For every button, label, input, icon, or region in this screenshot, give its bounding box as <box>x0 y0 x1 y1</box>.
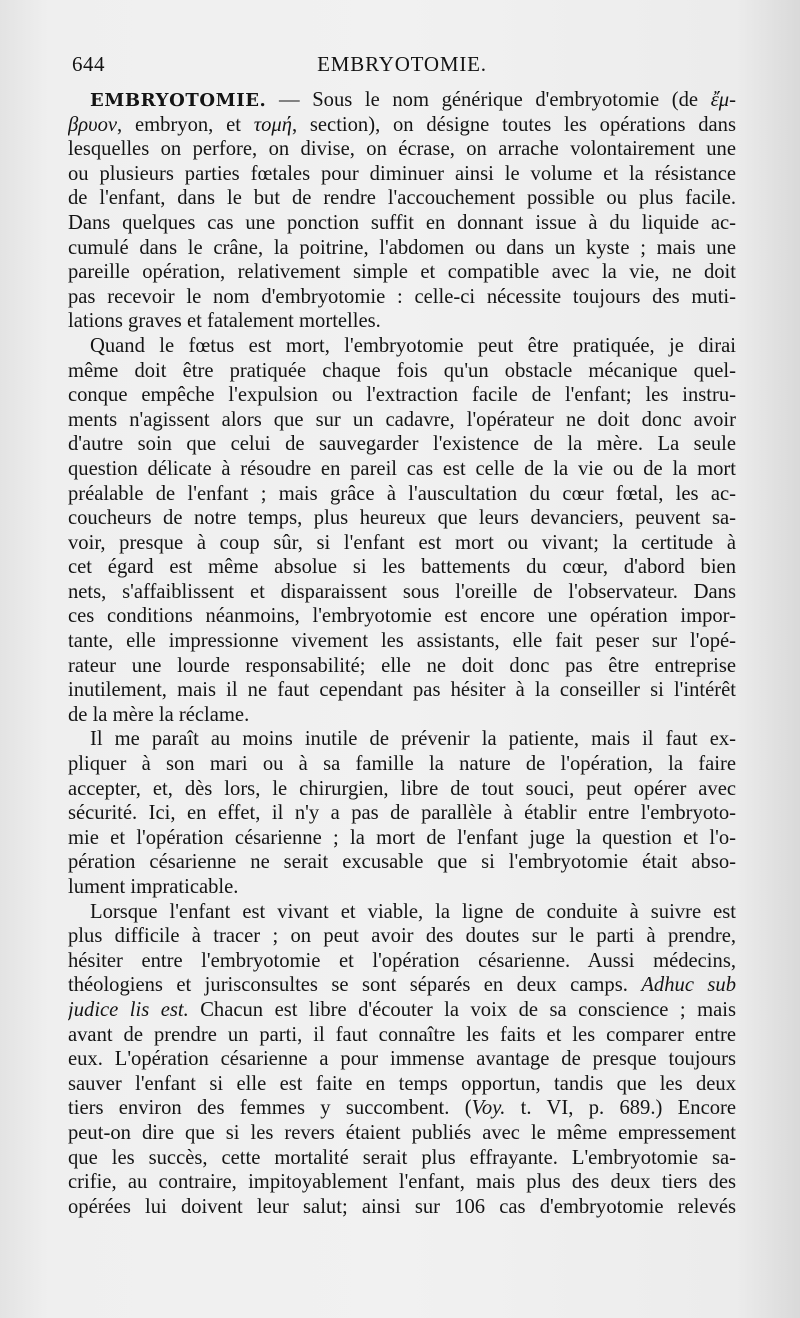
text-line: Il me paraît au moins inutile de prévenir la patiente, mais il faut ex- <box>90 728 736 751</box>
text-line: même doit être pratiquée chaque fois qu'un obstacle mécanique quel- <box>68 359 736 382</box>
paragraph <box>68 900 736 1220</box>
text-run: théologiens et jurisconsultes se sont séparés en deux camps. <box>68 974 642 997</box>
text-run: tiers environ des femmes y succombent. ( <box>68 1097 472 1120</box>
paragraph <box>68 88 736 334</box>
text-line: pas recevoir le nom d'embryotomie : celle-ci nécessite toujours des muti- <box>68 285 736 308</box>
text-run: , section), on désigne toutes les opérations dans <box>291 113 736 136</box>
text-line: pliquer à son mari ou à sa famille la nature de l'opération, la faire <box>68 753 736 776</box>
text-line <box>68 1096 736 1121</box>
text-line: que les succès, cette mortalité serait plus effrayante. L'embryotomie sa- <box>68 1146 736 1169</box>
text-line: d'autre soin que celui de sauvegarder l'existence de la mère. La seule <box>68 433 736 456</box>
page-header <box>68 52 736 82</box>
styled-text: βρυον <box>68 113 118 136</box>
text-run: , embryon, et <box>117 113 254 136</box>
text-line: rateur une lourde responsabilité; elle ne doit donc pas être entreprise <box>68 654 736 677</box>
text-line: ou plusieurs parties fœtales pour diminuer ainsi le volume et la résistance <box>68 162 736 185</box>
text-line: mie et l'opération césarienne ; la mort de l'enfant juge la question et l'o- <box>68 826 736 849</box>
text-line: sauver l'enfant si elle est faite en temps opportun, tandis que les deux <box>68 1072 736 1095</box>
text-line: voir, presque à coup sûr, si l'enfant est mort ou vivant; la certitude à <box>68 531 736 554</box>
text-line: conque empêche l'expulsion ou l'extraction facile de l'enfant; les instru- <box>68 384 736 407</box>
text-line: lument impraticable. <box>68 876 239 898</box>
text-line: de l'enfant, dans le but de rendre l'accouchement possible ou plus facile. <box>68 187 736 210</box>
text-line: peut-on dire que si les revers étaient publiés avec le même empressement <box>68 1121 736 1144</box>
text-line <box>68 113 736 138</box>
paragraph <box>68 334 736 728</box>
text-line: ces conditions néanmoins, l'embryotomie est encore une opération impor- <box>68 605 736 628</box>
styled-text: ἔμ- <box>710 89 736 111</box>
text-line: plus difficile à tracer ; on peut avoir des doutes sur le parti à prendre, <box>68 925 736 948</box>
text-run: t. VI, p. 689.) Encore <box>505 1097 736 1120</box>
text-line: cet égard est même absolue si les battements du cœur, d'abord bien <box>68 556 736 579</box>
text-line: nets, s'affaiblissent et disparaissent sous l'oreille de l'observateur. Dans <box>68 580 736 603</box>
text-line <box>68 998 736 1023</box>
text-line: inutilement, mais il ne faut cependant pas hésiter à la conseiller si l'intérêt <box>68 679 736 702</box>
styled-text: Adhuc sub <box>641 974 736 997</box>
page-number: 644 <box>72 52 105 76</box>
text-line: ments n'agissent alors que sur un cadavre, l'opérateur ne doit donc avoir <box>68 408 736 431</box>
styled-text: Voy. <box>471 1097 506 1120</box>
text-run: Chacun est libre d'écouter la voix de sa conscience ; mais <box>188 998 736 1021</box>
text-line: tante, elle impressionne vivement les assistants, elle fait peser sur l'opé- <box>68 630 736 653</box>
article-body <box>68 88 736 1219</box>
text-line: coucheurs de notre temps, plus heureux que leurs devanciers, peuvent sa- <box>68 507 736 530</box>
text-line: de la mère la réclame. <box>68 703 250 726</box>
text-line: Dans quelques cas une ponction suffit en donnant issue à du liquide ac- <box>68 211 736 234</box>
text-line: lesquelles on perfore, on divise, on écrase, on arrache volontairement une <box>68 138 736 161</box>
text-line: préalable de l'enfant ; mais grâce à l'auscultation du cœur fœtal, les ac- <box>68 482 736 505</box>
text-line: lations graves et fatalement mortelles. <box>68 310 381 333</box>
text-line: Quand le fœtus est mort, l'embryotomie peut être pratiquée, je dirai <box>90 334 736 357</box>
text-line: crifie, au contraire, impitoyablement l'enfant, mais plus des deux tiers des <box>68 1171 736 1194</box>
paragraph <box>68 727 736 899</box>
text-line <box>68 88 736 113</box>
styled-text: judice lis est. <box>68 998 189 1021</box>
text-line: eux. L'opération césarienne a pour immense avantage de presque toujours <box>68 1048 736 1071</box>
styled-text: τομή <box>253 113 292 136</box>
text-line: avant de prendre un parti, il faut connaître les faits et les comparer entre <box>68 1023 736 1046</box>
text-line: question délicate à résoudre en pareil cas est celle de la vie ou de la mort <box>68 457 736 480</box>
text-run: — Sous le nom générique d'embryotomie (de <box>266 89 711 111</box>
text-line: pération césarienne ne serait excusable que si l'embryotomie était abso- <box>68 851 736 874</box>
text-line <box>68 973 736 998</box>
entry-headword: EMBRYOTOMIE. <box>90 90 267 111</box>
text-line: sécurité. Ici, en effet, il n'y a pas de parallèle à établir entre l'embryoto- <box>68 802 736 825</box>
text-line: Lorsque l'enfant est vivant et viable, la ligne de conduite à suivre est <box>90 900 736 923</box>
text-line: opérées lui doivent leur salut; ainsi sur 106 cas d'embryotomie relevés <box>68 1195 736 1218</box>
text-line: hésiter entre l'embryotomie et l'opération césarienne. Aussi médecins, <box>68 949 736 972</box>
text-line: cumulé dans le crâne, la poitrine, l'abdomen ou dans un kyste ; mais une <box>68 236 736 259</box>
running-title: EMBRYOTOMIE. <box>317 52 487 76</box>
text-line: accepter, et, dès lors, le chirurgien, libre de tout souci, peut opérer avec <box>68 777 736 800</box>
text-line: pareille opération, relativement simple et compatible avec la vie, ne doit <box>68 261 736 284</box>
